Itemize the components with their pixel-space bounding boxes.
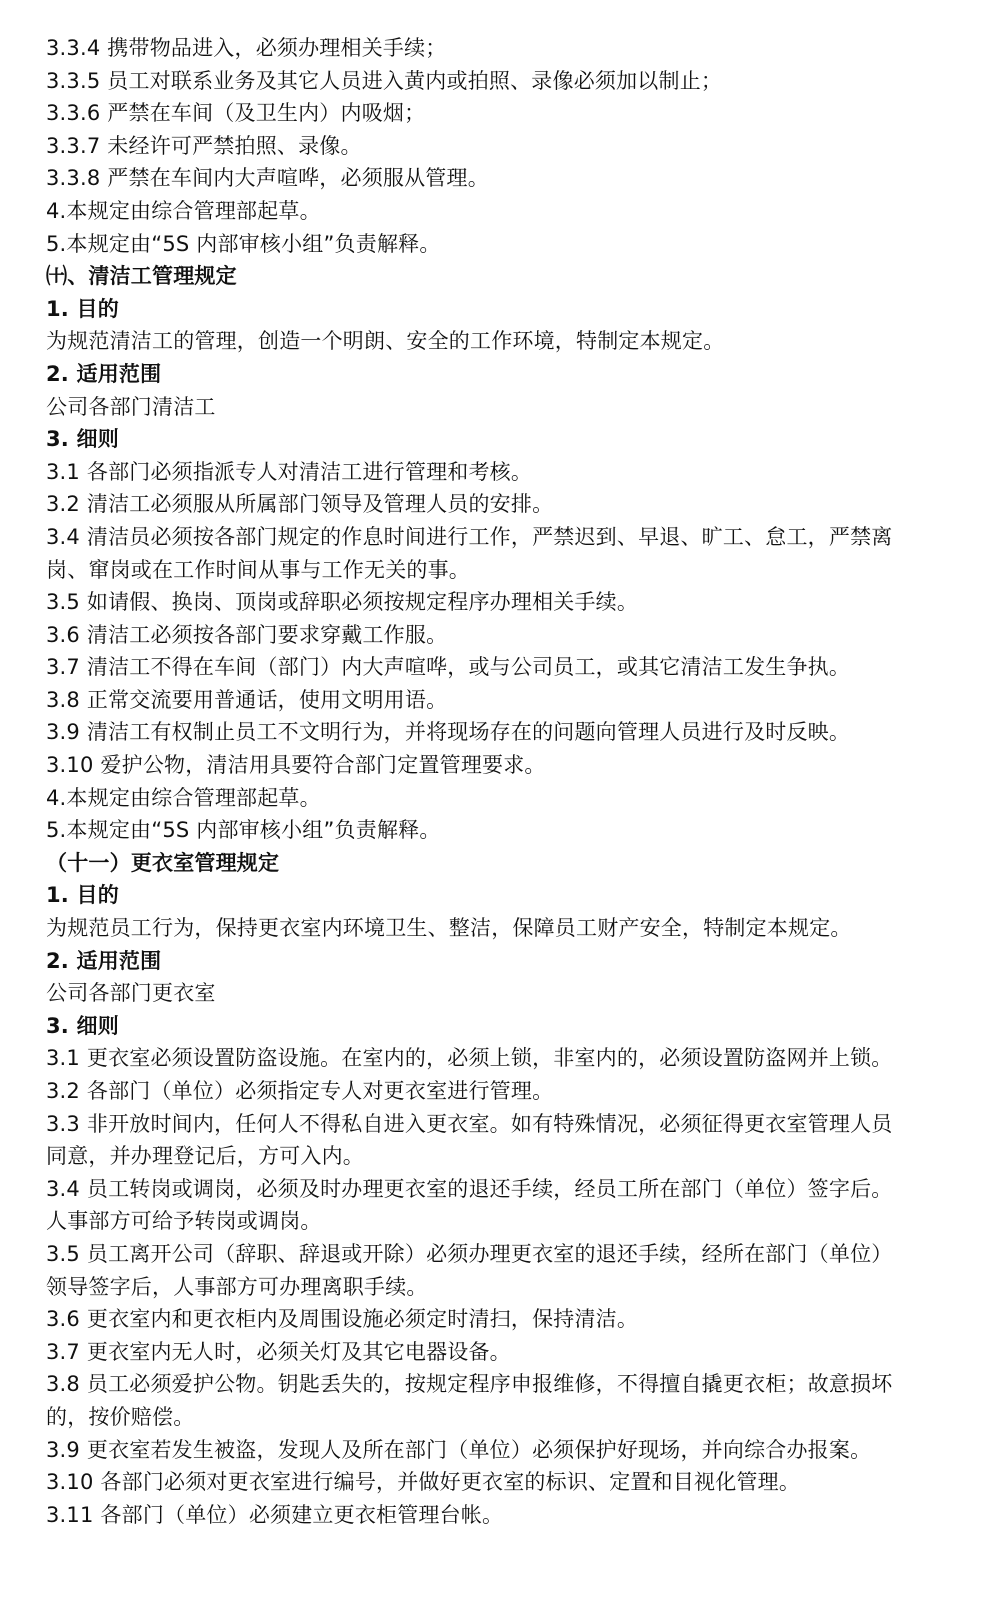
clause-3-3-continued: 同意，并办理登记后，方可入内。 xyxy=(46,1144,364,1169)
section-title-locker-room-rules: （十一）更衣室管理规定 xyxy=(46,850,280,875)
clause-3-7: 3.7 清洁工不得在车间（部门）内大声喧哗，或与公司员工，或其它清洁工发生争执。 xyxy=(46,655,851,680)
clause-3-10: 3.10 爱护公物，清洁用具要符合部门定置管理要求。 xyxy=(46,753,546,778)
clause-3-1: 3.1 各部门必须指派专人对清洁工进行管理和考核。 xyxy=(46,459,533,484)
clause-5-interpretation: 5.本规定由“5S 内部审核小组”负责解释。 xyxy=(46,818,441,843)
clause-3-8: 3.8 正常交流要用普通话，使用文明用语。 xyxy=(46,687,448,712)
heading-scope: 2. 适用范围 xyxy=(46,361,162,386)
heading-purpose: 1. 目的 xyxy=(46,883,119,908)
heading-scope: 2. 适用范围 xyxy=(46,948,162,973)
purpose-text: 为规范清洁工的管理，创造一个明朗、安全的工作环境，特制定本规定。 xyxy=(46,329,725,354)
clause-3-10: 3.10 各部门必须对更衣室进行编号，并做好更衣室的标识、定置和目视化管理。 xyxy=(46,1470,801,1495)
clause-3-3-7: 3.3.7 未经许可严禁拍照、录像。 xyxy=(46,133,362,158)
scope-text: 公司各部门清洁工 xyxy=(46,394,216,419)
clause-3-1: 3.1 更衣室必须设置防盗设施。在室内的，必须上锁，非室内的，必须设置防盗网并上锁。 xyxy=(46,1046,893,1071)
clause-3-7: 3.7 更衣室内无人时，必须关灯及其它电器设备。 xyxy=(46,1339,511,1364)
purpose-text: 为规范员工行为，保持更衣室内环境卫生、整洁，保障员工财产安全，特制定本规定。 xyxy=(46,916,852,941)
clause-3-9: 3.9 清洁工有权制止员工不文明行为，并将现场存在的问题向管理人员进行及时反映。 xyxy=(46,720,851,745)
clause-3-6: 3.6 清洁工必须按各部门要求穿戴工作服。 xyxy=(46,622,448,647)
clause-3-5: 3.5 员工离开公司（辞职、辞退或开除）必须办理更衣室的退还手续，经所在部门（单位） xyxy=(46,1241,893,1266)
scope-text: 公司各部门更衣室 xyxy=(46,981,216,1006)
clause-3-4-continued: 人事部方可给予转岗或调岗。 xyxy=(46,1209,322,1234)
clause-3-4: 3.4 清洁员必须按各部门规定的作息时间进行工作，严禁迟到、早退、旷工、怠工，严禁离 xyxy=(46,524,893,549)
clause-3-3: 3.3 非开放时间内，任何人不得私自进入更衣室。如有特殊情况，必须征得更衣室管理人员 xyxy=(46,1111,893,1136)
clause-4-drafting: 4.本规定由综合管理部起草。 xyxy=(46,785,321,810)
heading-details: 3. 细则 xyxy=(46,427,119,452)
clause-3-4-continued: 岗、窜岗或在工作时间从事与工作无关的事。 xyxy=(46,557,470,582)
clause-3-3-6: 3.3.6 严禁在车间（及卫生内）内吸烟； xyxy=(46,101,426,126)
clause-4-drafting: 4.本规定由综合管理部起草。 xyxy=(46,198,321,223)
clause-3-3-8: 3.3.8 严禁在车间内大声喧哗，必须服从管理。 xyxy=(46,166,489,191)
clause-5-interpretation: 5.本规定由“5S 内部审核小组”负责解释。 xyxy=(46,231,441,256)
clause-3-3-4: 3.3.4 携带物品进入，必须办理相关手续； xyxy=(46,36,447,60)
clause-3-9: 3.9 更衣室若发生被盗，发现人及所在部门（单位）必须保护好现场，并向综合办报案。 xyxy=(46,1437,872,1462)
clause-3-4: 3.4 员工转岗或调岗，必须及时办理更衣室的退还手续，经员工所在部门（单位）签字后。 xyxy=(46,1176,893,1201)
clause-3-11: 3.11 各部门（单位）必须建立更衣柜管理台帐。 xyxy=(46,1502,504,1527)
clause-3-3-5: 3.3.5 员工对联系业务及其它人员进入黄内或拍照、录像必须加以制止； xyxy=(46,68,723,93)
clause-3-2: 3.2 清洁工必须服从所属部门领导及管理人员的安排。 xyxy=(46,492,554,517)
clause-3-8-continued: 的，按价赔偿。 xyxy=(46,1404,195,1429)
clause-3-2: 3.2 各部门（单位）必须指定专人对更衣室进行管理。 xyxy=(46,1079,554,1103)
section-title-cleaner-rules: ㈩、清洁工管理规定 xyxy=(46,264,237,289)
clause-3-5-continued: 领导签字后，人事部方可办理离职手续。 xyxy=(46,1274,428,1299)
clause-3-6: 3.6 更衣室内和更衣柜内及周围设施必须定时清扫，保持清洁。 xyxy=(46,1307,639,1332)
clause-3-8: 3.8 员工必须爱护公物。钥匙丢失的，按规定程序申报维修，不得擅自撬更衣柜；故意损坏 xyxy=(46,1372,893,1397)
heading-purpose: 1. 目的 xyxy=(46,296,119,321)
heading-details: 3. 细则 xyxy=(46,1013,119,1038)
clause-3-5: 3.5 如请假、换岗、顶岗或辞职必须按规定程序办理相关手续。 xyxy=(46,590,639,615)
